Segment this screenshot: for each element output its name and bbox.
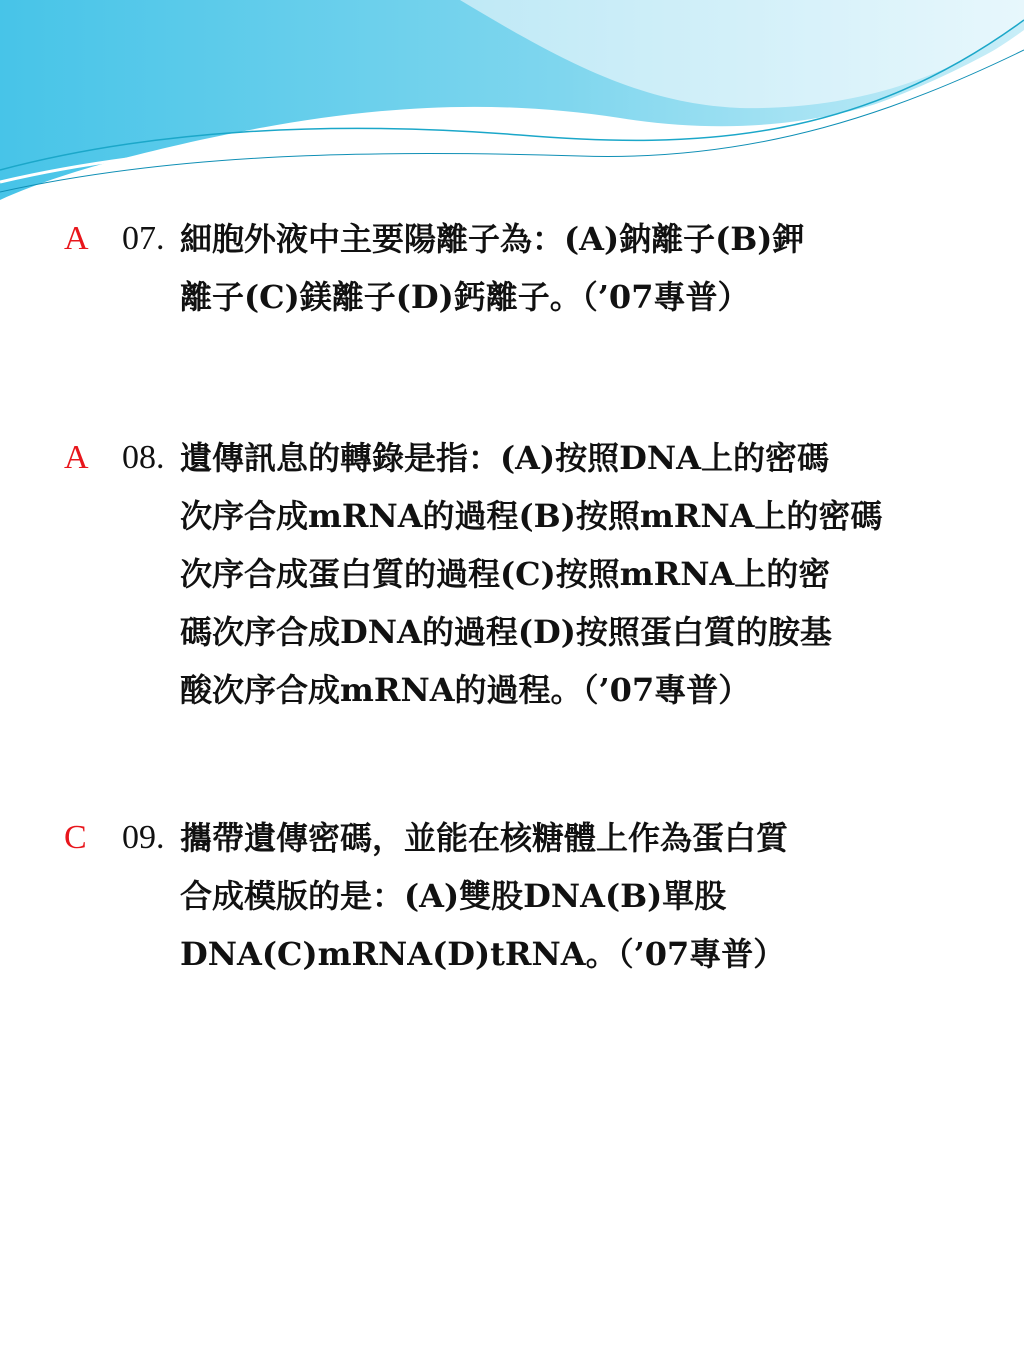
- question-text: [180, 429, 902, 719]
- question-line: 細胞外液中主要陽離子為：(A)鈉離子(B)鉀: [180, 220, 805, 258]
- question-line: 離子(C)鎂離子(D)鈣離子。（’07專普）: [180, 278, 750, 316]
- question-text: [180, 210, 902, 326]
- question-number: 08.: [122, 439, 165, 476]
- question-line: 攜帶遺傳密碼，並能在核糖體上作為蛋白質: [180, 819, 789, 857]
- question-line: 次序合成蛋白質的過程(C)按照mRNA上的密: [180, 555, 831, 593]
- answer-label: A: [64, 220, 89, 257]
- question-line: 碼次序合成DNA的過程(D)按照蛋白質的胺基: [180, 613, 832, 651]
- question-line: DNA(C)mRNA(D)tRNA。（’07專普）: [180, 935, 786, 973]
- question-number: 09.: [122, 819, 165, 856]
- answer-label: A: [64, 439, 89, 476]
- question-line: 遺傳訊息的轉錄是指：(A)按照DNA上的密碼: [180, 439, 829, 477]
- answer-label: C: [64, 819, 87, 856]
- question-line: 合成模版的是：(A)雙股DNA(B)單股: [180, 877, 727, 915]
- question-line: 次序合成mRNA的過程(B)按照mRNA上的密碼: [180, 497, 883, 535]
- question-line: 酸次序合成mRNA的過程。（’07專普）: [180, 671, 751, 709]
- header-wave-decoration: [0, 0, 1024, 220]
- question-text: [180, 809, 902, 983]
- question-number: 07.: [122, 220, 165, 257]
